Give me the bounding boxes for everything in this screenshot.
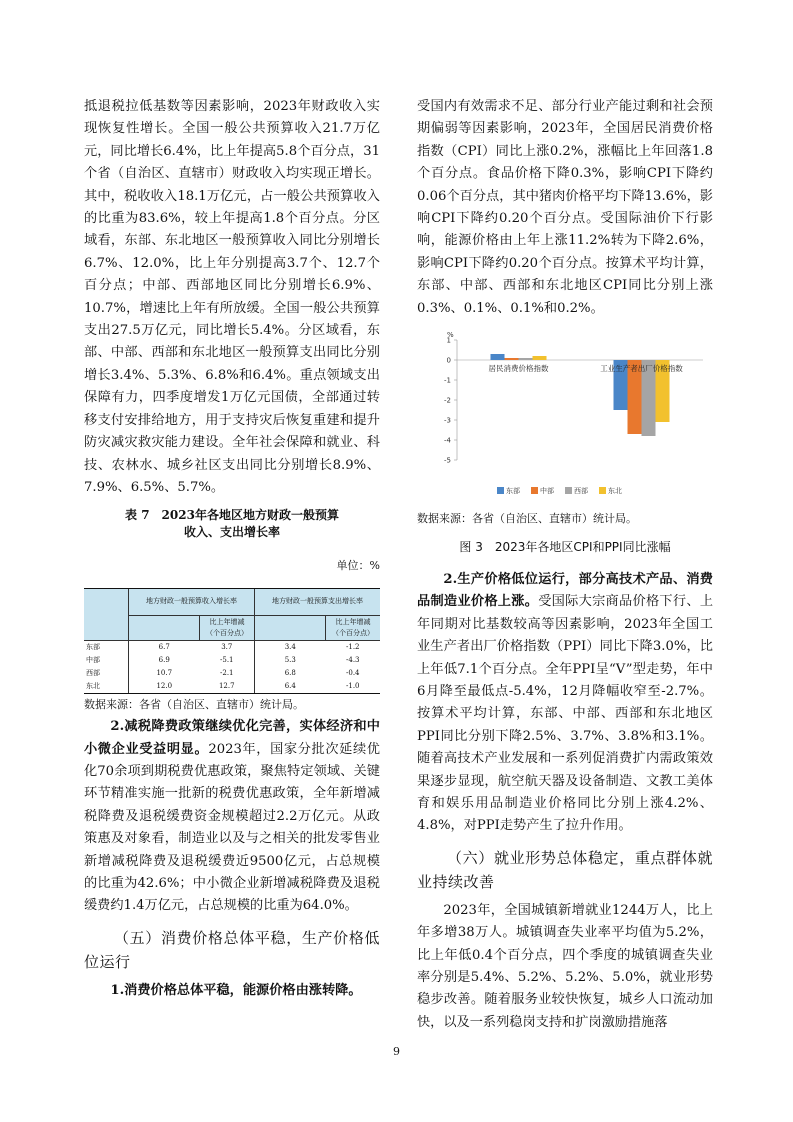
legend-swatch-西部 [565,487,572,494]
cell-expenditure: 5.3 [255,654,326,667]
table-row [84,680,380,694]
cell-revenue: 6.9 [129,654,200,667]
header-revenue-rate [129,615,200,640]
cell-revenue-change: 3.7 [200,640,255,654]
header-change-unit: （个百分点） [332,628,375,637]
cell-expenditure-change: -4.3 [346,655,360,664]
cell-expenditure: 6.4 [255,680,326,694]
figure-caption: 图 3 2023年各地区CPI和PPI同比涨幅 [459,540,671,555]
y-tick-label: -5 [444,456,451,465]
y-tick-label: -2 [444,396,451,405]
paragraph-cpi: 受国内有效需求不足、部分行业产能过剩和社会预期偏弱等因素影响，2023年，全国居民消费价格指数（CPI）同比上涨0.2%，涨幅比上年回落1.8个百分点。食品价格下降0.3%，影响CPI下降约0.06个百分点，其中猪肉价格平均下降13.6%，影响CPI下降约0.20个百分点。受国际油价下行影响，能源价格由上年上涨11.2%转为下降2.6%，影响CPI下降约0.20个百分点。按算术平均计算，东部、中部、西部和东北地区CPI同比分别上涨0.3%、0.1%、0.1%和0.2%。 [417,99,713,316]
cell-expenditure: 3.4 [255,640,326,654]
cpi-ppi-chart [417,328,713,508]
legend-label: 西部 [574,487,588,496]
right-column [417,96,713,1034]
cell-expenditure-change: -1.2 [326,640,380,654]
header-revenue-change [200,615,255,640]
header-expenditure-rate [255,615,326,640]
bar-中部-0 [505,358,519,360]
paragraph-heading: 2.减税降费政策继续优化完善，实体经济和中小微企业受益明显。 [84,719,380,757]
cell-expenditure: 6.8 [255,667,326,680]
cell-revenue: 6.7 [129,640,200,654]
chart-source: 数据来源：各省（自治区、直辖市）统计局。 [417,512,637,526]
bar-东北-0 [533,356,547,360]
table-row [84,640,380,654]
legend-label: 东部 [506,487,520,496]
row-region: 东部 [84,640,129,654]
header-expenditure: 地方财政一般预算支出增长率 [255,588,380,615]
cell-revenue: 12.0 [129,680,200,694]
table-row [84,667,380,680]
table-caption-line2: 收入、支出增长率 [183,525,280,540]
paragraph-employment: 2023年，全国城镇新增就业1244万人，比上年多增38万人。城镇调查失业率平均值为5.2%，比上年低0.4个百分点，四个季度的城镇调查失业率分别是5.4%、5.2%、5.2%、5.0%，就业形势稳步改善。随着服务业较快恢复，城乡人口流动加快，以及一系列稳岗支持和扩岗激励措施落 [417,902,713,1030]
bar-东部-0 [491,354,505,360]
table-unit: 单位：% [336,559,380,573]
bar-西部-0 [519,358,533,360]
y-unit-label: % [447,331,454,340]
table-caption-line1: 表 7 2023年各地区地方财政一般预算 [125,508,339,523]
legend-swatch-东部 [497,487,504,494]
row-region: 西部 [86,668,100,677]
header-change-unit: （个百分点） [206,628,249,637]
legend-swatch-东北 [599,487,606,494]
left-column [84,96,380,1002]
cell-revenue-change: -5.1 [220,655,234,664]
y-tick-label: -3 [444,416,451,425]
table-row [84,654,380,667]
section-heading-5: （五）消费价格总体平稳，生产价格低位运行 [84,928,380,971]
y-tick-label: -1 [444,376,451,385]
category-label: 居民消费价格指数 [488,364,549,374]
paragraph-ppi [417,569,713,838]
cell-revenue-change: -2.1 [220,668,234,677]
header-expenditure-change [326,615,380,640]
table-corner [84,588,129,640]
table-source: 数据来源：各省（自治区、直辖市）统计局。 [84,697,304,711]
row-region: 东北 [84,680,129,694]
header-revenue: 地方财政一般预算收入增长率 [129,588,255,615]
cell-revenue: 10.7 [129,667,200,680]
y-tick-label: 1 [446,336,451,345]
y-tick-label: 0 [446,356,451,365]
chart-svg [417,328,713,508]
legend-label: 中部 [540,487,554,496]
paragraph-heading-cpi: 1.消费价格总体平稳，能源价格由涨转降。 [110,982,362,998]
row-region: 中部 [86,655,100,664]
legend-label: 东北 [608,487,622,496]
page-number: 9 [393,1045,400,1058]
legend-swatch-中部 [531,487,538,494]
category-label: 工业生产者出厂价格指数 [600,364,683,374]
paragraph-body: 2023年，国家分批次延续优化70余项到期税费优惠政策，聚焦特定领域、关键环节精准实施一批新的税费优惠政策，全年新增减税降费及退税缓费资金规模超过2.2万亿元。从政策惠及对象看，制造业以及与之相关的批发零售业新增减税降费及退税缓费近9500亿元，占总规模的比重为42.6%；中小微企业新增减税降费及退税缓费约1.4万亿元，占总规模的比重为64.0%。 [84,741,380,914]
table-caption [84,507,380,541]
cell-expenditure-change: -1.0 [326,680,380,694]
paragraph-body: 受国际大宗商品价格下行、上年同期对比基数较高等因素影响，2023年全国工业生产者出厂价格指数（PPI）同比下降3.0%，比上年低7.1个百分点。全年PPI呈“V”型走势，年中6月降至最低点-5.4%，12月降幅收窄至-2.7%。按算术平均计算，东部、中部、西部和东北地区PPI同比分别下降2.5%、3.7%、3.8%和3.1%。随着高技术产业发展和一系列促消费扩内需政策效果逐步显现，航空航天器及设备制造、文教工美体育和娱乐用品制造业价格同比分别上涨4.2%、4.8%，对PPI走势产生了拉升作用。 [417,594,714,834]
header-change-label: 比上年增减 [209,617,245,626]
paragraph-tax-cut [84,716,380,918]
cell-revenue-change: 12.7 [200,680,255,694]
section-heading-6: （六）就业形势总体稳定，重点群体就业持续改善 [417,848,713,891]
header-change-label: 比上年增减 [335,617,371,626]
fiscal-growth-table [84,588,380,694]
paragraph-fiscal-revenue: 抵退税拉低基数等因素影响，2023年财政收入实现恢复性增长。全国一般公共预算收入21.7万亿元，同比增长6.4%，比上年提高5.8个百分点，31个省（自治区、直辖市）财政收入均实现正增长。其中，税收收入18.1万亿元，占一般公共预算收入的比重为83.6%，较上年提高1.8个百分点。分区域看，东部、东北地区一般预算收入同比分别增长6.7%、12.0%，比上年分别提高3.7个、12.7个百分点；中部、西部地区同比分别增长6.9%、10.7%，增速比上年有所放缓。全国一般公共预算支出27.5万亿元，同比增长5.4%。分区域看，东部、中部、西部和东北地区一般预算支出同比分别增长3.4%、5.3%、6.8%和6.4%。重点领域支出保障有力，四季度增发1万亿元国债，全部通过转移支付安排给地方，用于支持灾后恢复重建和提升防灾减灾救灾能力建设。全年社会保障和就业、科技、农林水、城乡社区支出同比分别增长8.9%、7.9%、6.5%、5.7%。 [84,99,380,495]
paragraph-heading: 2.生产价格低位运行，部分高技术产品、消费品制造业价格上涨。 [417,571,713,610]
cell-expenditure-change: -0.4 [346,668,360,677]
y-tick-label: -4 [444,436,451,445]
